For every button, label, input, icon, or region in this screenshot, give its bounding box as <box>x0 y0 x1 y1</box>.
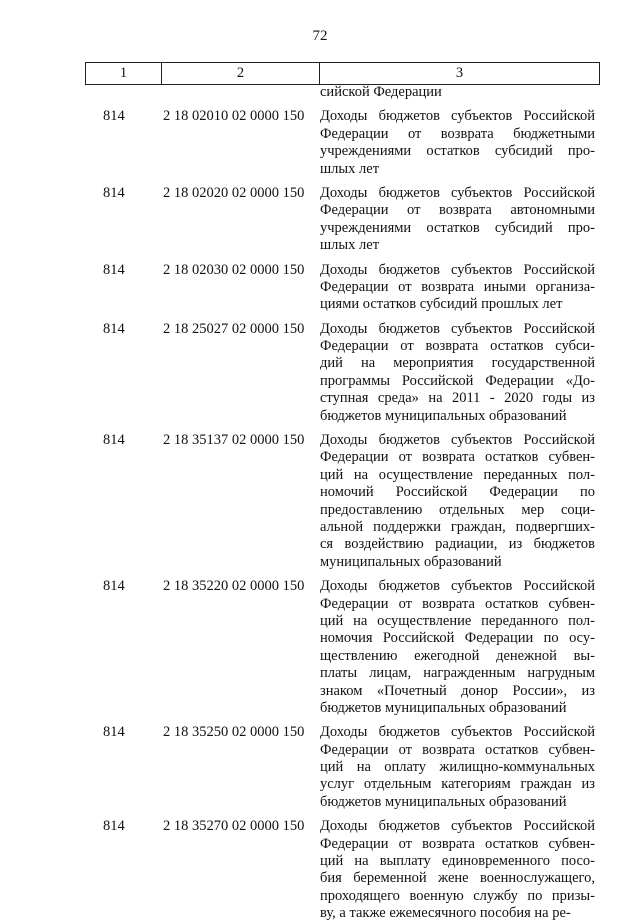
description-line: номочия Российской Федерации по осу- <box>320 630 595 647</box>
admin-code: 814 <box>103 320 125 337</box>
description-line: ций на осуществление переданных пол- <box>320 466 595 483</box>
description-line: знаком «Почетный донор России», из <box>320 682 595 699</box>
description-line: ществлению ежегодной денежной вы- <box>320 647 595 664</box>
admin-code: 814 <box>103 184 125 201</box>
description-line: бюджетов муниципальных образований <box>320 699 567 716</box>
description-line: Федерации от возврата остатков субвен- <box>320 741 595 758</box>
table-row <box>0 724 640 811</box>
admin-code: 814 <box>103 724 125 741</box>
budget-classification-code: 2 18 35250 02 0000 150 <box>163 724 305 741</box>
description-line: альной поддержки граждан, подвергших- <box>320 518 595 535</box>
description-line: бия беременной жене военнослужащего, <box>320 870 595 887</box>
budget-classification-code: 2 18 02010 02 0000 150 <box>163 108 305 125</box>
description-line: Доходы бюджетов субъектов Российской <box>320 724 595 741</box>
continuation-text: сийской Федерации <box>320 84 442 100</box>
admin-code: 814 <box>103 261 125 278</box>
description-line: ций на оплату жилищно-коммунальных <box>320 759 595 776</box>
table-body <box>0 84 640 923</box>
description-line: предоставлению отдельных мер соци- <box>320 501 595 518</box>
row-spacer <box>0 255 640 262</box>
row-spacer <box>0 101 640 108</box>
column-header-2: 2 <box>162 63 320 85</box>
description-line: ций на выплату единовременного посо- <box>320 853 595 870</box>
column-header-1: 1 <box>86 63 162 85</box>
description-line: учреждениями остатков субсидий про- <box>320 219 595 236</box>
income-description <box>320 321 595 425</box>
row-spacer <box>0 425 640 432</box>
budget-classification-code: 2 18 25027 02 0000 150 <box>163 320 305 337</box>
description-line: Федерации от возврата иными организа- <box>320 278 595 295</box>
admin-code: 814 <box>103 432 125 449</box>
description-line: программы Российской Федерации «До- <box>320 372 595 389</box>
description-line: ступная среда» на 2011 - 2020 годы из <box>320 390 595 407</box>
budget-classification-code: 2 18 35137 02 0000 150 <box>163 432 305 449</box>
income-description <box>320 724 595 811</box>
description-line: Доходы бюджетов субъектов Российской <box>320 818 595 835</box>
table-row <box>0 818 640 922</box>
description-line: циями остатков субсидий прошлых лет <box>320 296 563 313</box>
table-row <box>0 432 640 571</box>
description-line: бюджетов муниципальных образований <box>320 793 567 810</box>
description-line: платы лицам, награжденным нагрудным <box>320 665 595 682</box>
description-line: учреждениями остатков субсидий про- <box>320 143 595 160</box>
description-line: Доходы бюджетов субъектов Российской <box>320 320 595 337</box>
description-line: Доходы бюджетов субъектов Российской <box>320 578 595 595</box>
description-line: ву, а также ежемесячного пособия на ре- <box>320 905 571 922</box>
row-spacer <box>0 178 640 185</box>
income-description <box>320 108 595 178</box>
income-description <box>320 818 595 922</box>
description-line: Доходы бюджетов субъектов Российской <box>320 108 595 125</box>
description-line: шлых лет <box>320 160 380 177</box>
row-spacer <box>0 811 640 818</box>
row-spacer <box>0 717 640 724</box>
table-row <box>0 262 640 314</box>
table-row <box>0 321 640 425</box>
description-line: услуг отдельным категориям граждан из <box>320 776 595 793</box>
description-line: Федерации от возврата остатков субвен- <box>320 835 595 852</box>
description-line: бюджетов муниципальных образований <box>320 407 567 424</box>
income-description <box>320 432 595 571</box>
description-line: Доходы бюджетов субъектов Российской <box>320 432 595 449</box>
admin-code: 814 <box>103 108 125 125</box>
page-number: 72 <box>312 28 328 44</box>
description-line: Доходы бюджетов субъектов Российской <box>320 184 595 201</box>
description-line: муниципальных образований <box>320 553 502 570</box>
description-line: Доходы бюджетов субъектов Российской <box>320 261 595 278</box>
description-line: ся воздействию радиации, из бюджетов <box>320 536 595 553</box>
table-row <box>0 578 640 717</box>
description-line: Федерации от возврата остатков субвен- <box>320 595 595 612</box>
description-line: ций на осуществление переданного пол- <box>320 612 595 629</box>
continuation-row <box>0 84 640 101</box>
income-description <box>320 262 595 314</box>
income-description <box>320 185 595 255</box>
description-line: шлых лет <box>320 237 380 254</box>
budget-classification-code: 2 18 35270 02 0000 150 <box>163 818 305 835</box>
budget-classification-code: 2 18 02020 02 0000 150 <box>163 184 305 201</box>
description-line: проходящего военную службу по призы- <box>320 887 595 904</box>
admin-code: 814 <box>103 578 125 595</box>
description-line: Федерации от возврата бюджетными <box>320 125 595 142</box>
budget-classification-code: 2 18 35220 02 0000 150 <box>163 578 305 595</box>
income-description <box>320 578 595 717</box>
admin-code: 814 <box>103 818 125 835</box>
table-header <box>85 62 600 85</box>
column-header-3: 3 <box>320 63 600 85</box>
budget-classification-code: 2 18 02030 02 0000 150 <box>163 261 305 278</box>
description-line: номочий Российской Федерации по <box>320 484 595 501</box>
row-spacer <box>0 314 640 321</box>
description-line: Федерации от возврата автономными <box>320 202 595 219</box>
table-row <box>0 185 640 255</box>
description-line: Федерации от возврата остатков субвен- <box>320 449 595 466</box>
row-spacer <box>0 571 640 578</box>
description-line: Федерации от возврата остатков субси- <box>320 338 595 355</box>
description-line: дий на мероприятия государственной <box>320 355 595 372</box>
table-row <box>0 108 640 178</box>
